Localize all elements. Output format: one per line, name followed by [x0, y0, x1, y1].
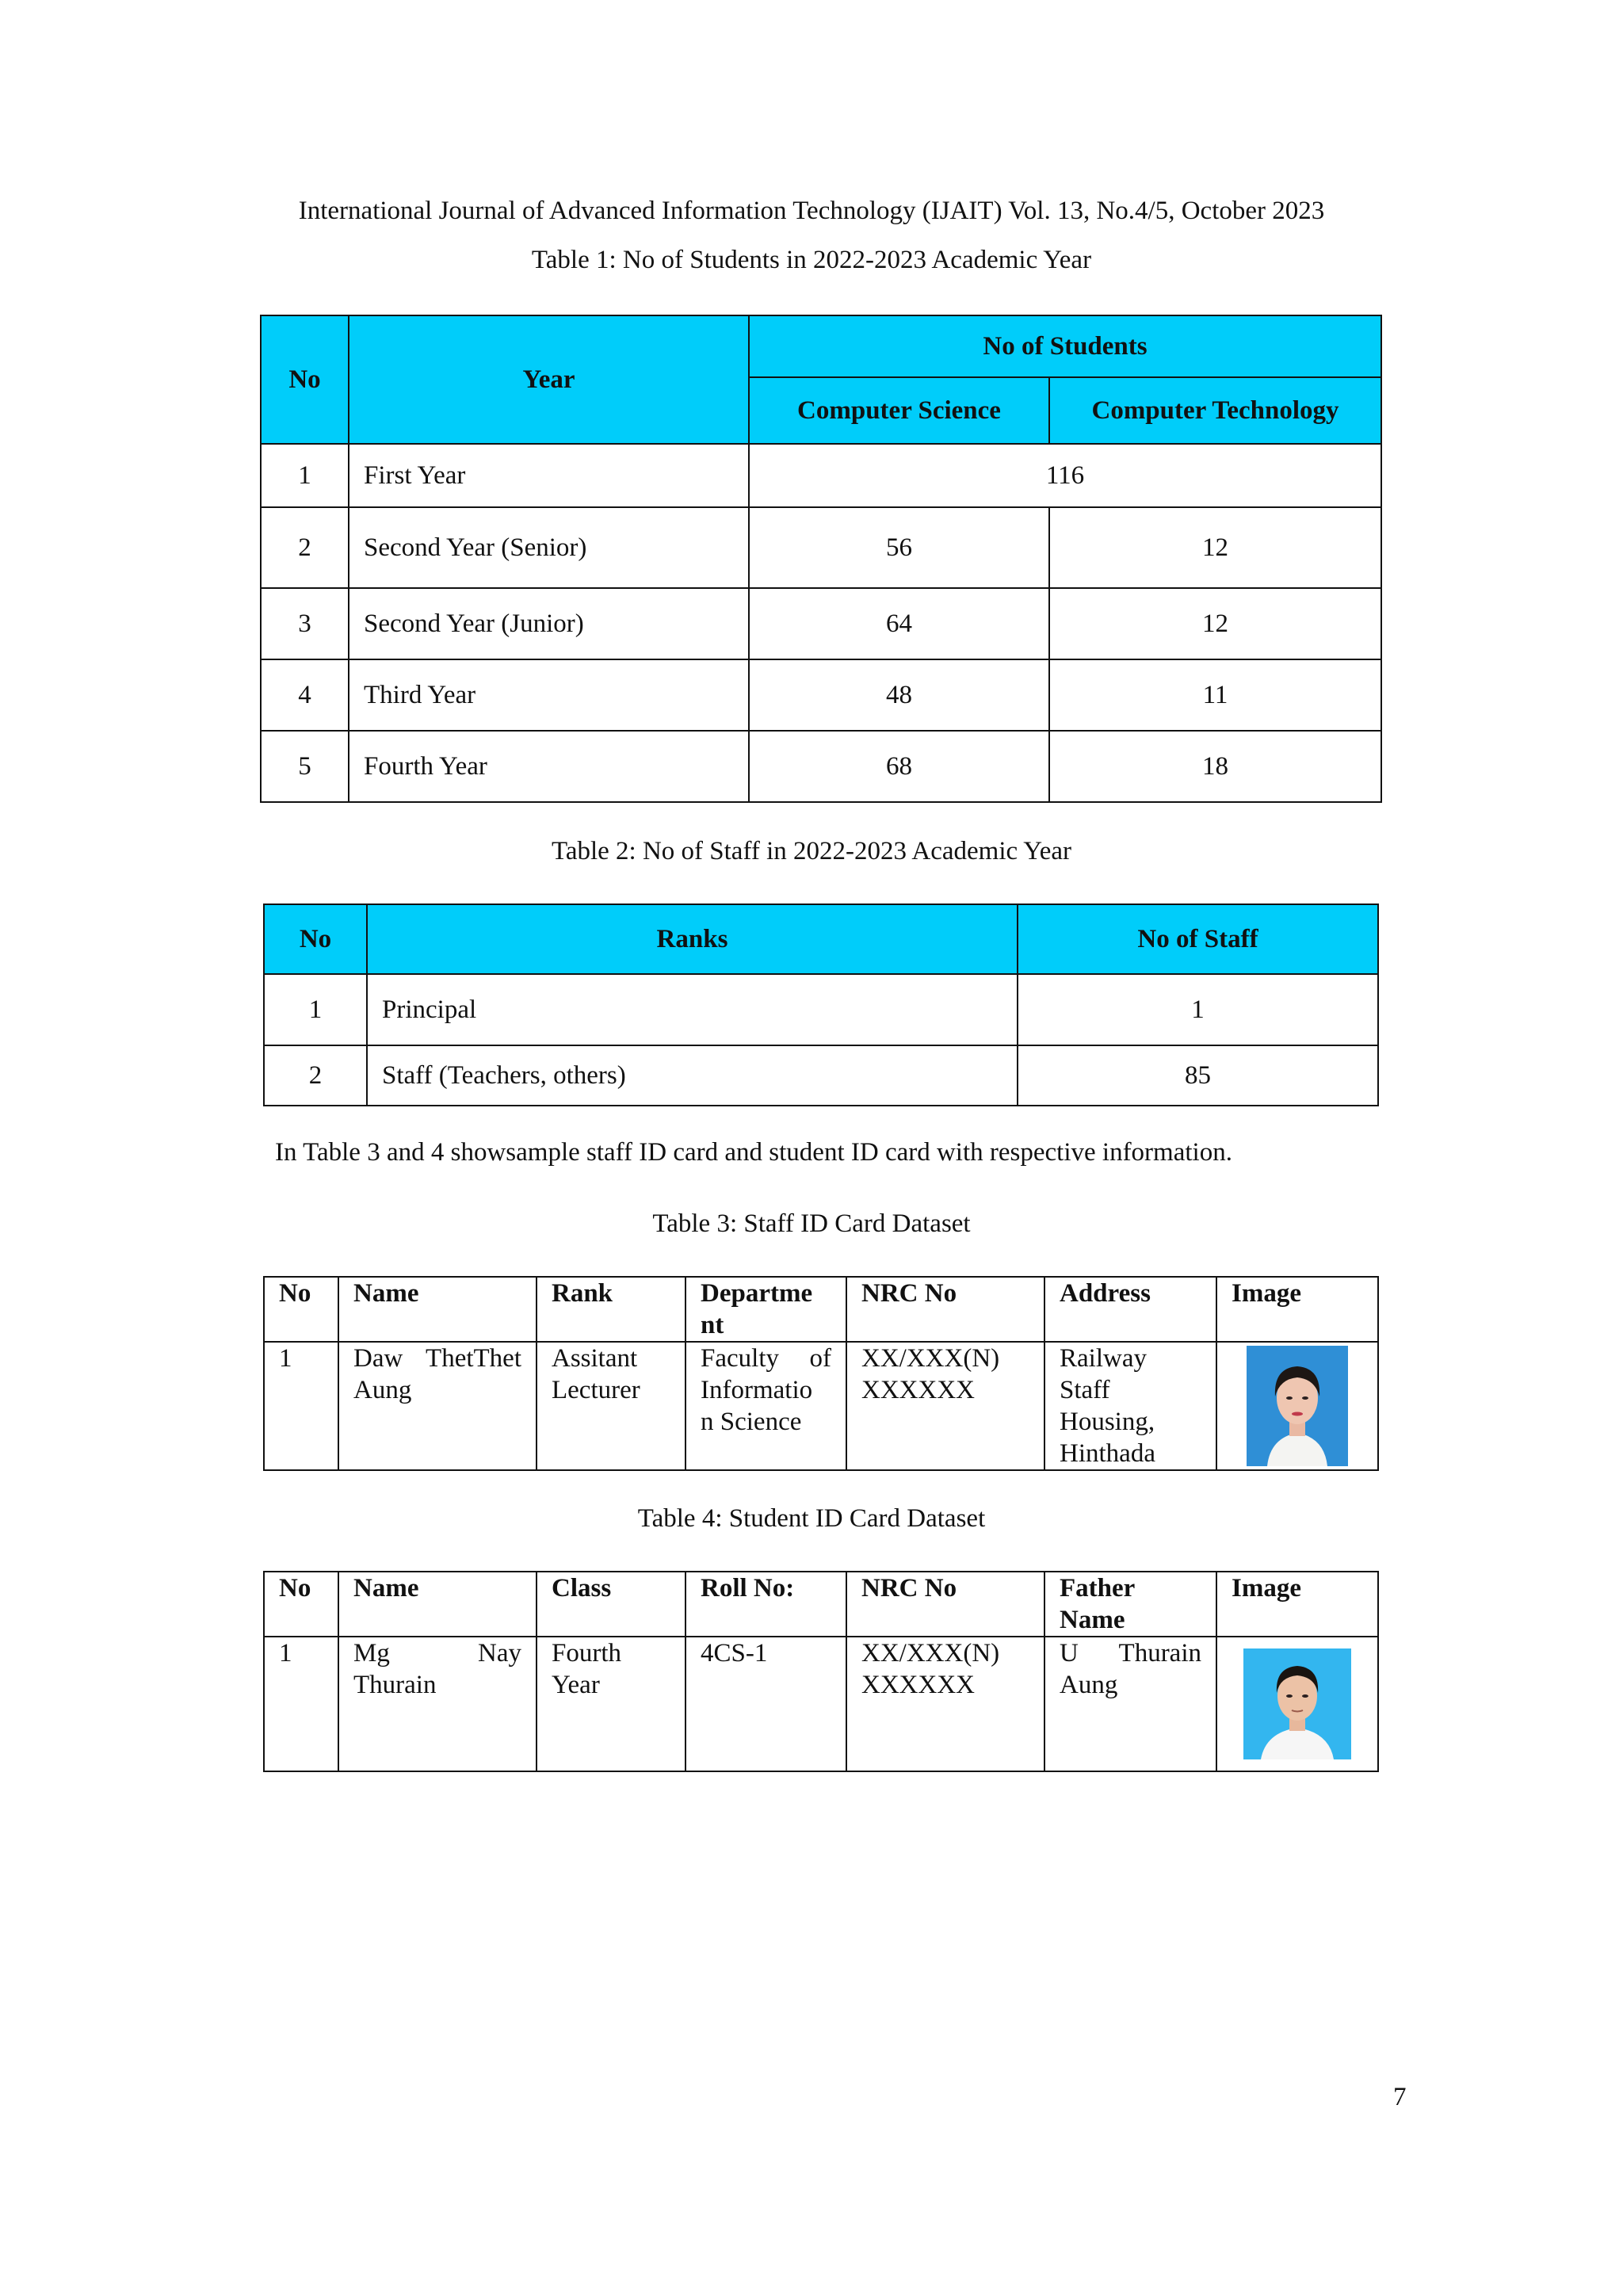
cell-ct: 18: [1049, 731, 1381, 802]
table4-header-no: No: [264, 1572, 338, 1637]
cell-no: 2: [261, 507, 349, 588]
cell-nrc: XX/XXX(N) XXXXXX: [846, 1342, 1044, 1470]
table3-header-rank: Rank: [537, 1277, 685, 1342]
table-row: [264, 1342, 1378, 1470]
table3-header-nrc: NRC No: [846, 1277, 1044, 1342]
body-paragraph: In Table 3 and 4 showsample staff ID card and student ID card with respective information.: [275, 1138, 1232, 1167]
table-row: [264, 974, 1378, 1045]
table3-header-name: Name: [338, 1277, 537, 1342]
journal-header: International Journal of Advanced Information Technology (IJAIT) Vol. 13, No.4/5, October 2023: [298, 197, 1325, 225]
table4-header-father: [1044, 1572, 1216, 1637]
cell-rank: Staff (Teachers, others): [367, 1045, 1018, 1106]
table3-header-no: No: [264, 1277, 338, 1342]
cell-image: [1216, 1342, 1378, 1470]
table2: [263, 904, 1379, 1106]
table2-header-ranks: Ranks: [367, 904, 1018, 974]
table4-header-father-line1: Father: [1060, 1574, 1136, 1603]
table-row: [261, 731, 1381, 802]
cell-no: 1: [264, 974, 367, 1045]
cell-no: 5: [261, 731, 349, 802]
table2-caption: Table 2: No of Staff in 2022-2023 Academic Year: [551, 837, 1072, 865]
cell-cs: 48: [749, 659, 1049, 731]
table1-header-no: No: [261, 315, 349, 444]
table3-header-image: Image: [1216, 1277, 1378, 1342]
table4-header-class: Class: [537, 1572, 685, 1637]
cell-year: First Year: [349, 444, 749, 507]
cell-year: Third Year: [349, 659, 749, 731]
cell-no: 3: [261, 588, 349, 659]
cell-count: 1: [1018, 974, 1378, 1045]
table3-header-dept-line1: Departme: [701, 1279, 813, 1308]
table1: [260, 315, 1382, 803]
cell-department: Faculty of Informatio n Science: [685, 1342, 846, 1470]
table2-header-staff: No of Staff: [1018, 904, 1378, 974]
cell-year: Fourth Year: [349, 731, 749, 802]
table3-header-department: [685, 1277, 846, 1342]
cell-merged-total: 116: [749, 444, 1381, 507]
cell-roll: 4CS-1: [685, 1637, 846, 1771]
cell-no: 1: [264, 1637, 338, 1771]
cell-cs: 56: [749, 507, 1049, 588]
cell-no: 1: [261, 444, 349, 507]
table1-header-year: Year: [349, 315, 749, 444]
page-number: 7: [1393, 2083, 1407, 2111]
cell-rank: Assitant Lecturer: [537, 1342, 685, 1470]
cell-no: 4: [261, 659, 349, 731]
table4-header-image: Image: [1216, 1572, 1378, 1637]
table-row: [264, 1045, 1378, 1106]
cell-class: Fourth Year: [537, 1637, 685, 1771]
student-photo: [1243, 1648, 1351, 1759]
cell-rank: Principal: [367, 974, 1018, 1045]
table1-header-cs: Computer Science: [749, 377, 1049, 444]
cell-year: Second Year (Junior): [349, 588, 749, 659]
cell-name: Daw ThetThet Aung: [338, 1342, 537, 1470]
table-row: [261, 588, 1381, 659]
staff-photo: [1247, 1346, 1348, 1466]
table1-caption: Table 1: No of Students in 2022-2023 Academic Year: [531, 246, 1092, 274]
cell-father: U Thurain Aung: [1044, 1637, 1216, 1771]
cell-cs: 68: [749, 731, 1049, 802]
table1-header-group: No of Students: [749, 315, 1381, 377]
cell-ct: 12: [1049, 588, 1381, 659]
table4-header-father-line2: Name: [1060, 1606, 1125, 1634]
cell-name: Mg Nay Thurain: [338, 1637, 537, 1771]
table4-caption: Table 4: Student ID Card Dataset: [637, 1504, 986, 1533]
cell-nrc: XX/XXX(N) XXXXXX: [846, 1637, 1044, 1771]
table3-caption: Table 3: Staff ID Card Dataset: [652, 1209, 971, 1238]
table1-header-ct: Computer Technology: [1049, 377, 1381, 444]
table2-header-no: No: [264, 904, 367, 974]
table4: [263, 1571, 1379, 1772]
table4-header-name: Name: [338, 1572, 537, 1637]
cell-no: 1: [264, 1342, 338, 1470]
cell-no: 2: [264, 1045, 367, 1106]
table-row: [261, 507, 1381, 588]
cell-cs: 64: [749, 588, 1049, 659]
table3-header-address: Address: [1044, 1277, 1216, 1342]
table3: [263, 1276, 1379, 1471]
cell-year: Second Year (Senior): [349, 507, 749, 588]
cell-ct: 12: [1049, 507, 1381, 588]
table-row: [261, 659, 1381, 731]
table-row: [261, 444, 1381, 507]
cell-address: Railway Staff Housing, Hinthada: [1044, 1342, 1216, 1470]
table3-header-dept-line2: nt: [701, 1311, 724, 1339]
table-row: [264, 1637, 1378, 1771]
table4-header-roll: Roll No:: [685, 1572, 846, 1637]
cell-count: 85: [1018, 1045, 1378, 1106]
cell-ct: 11: [1049, 659, 1381, 731]
table4-header-nrc: NRC No: [846, 1572, 1044, 1637]
cell-image: [1216, 1637, 1378, 1771]
